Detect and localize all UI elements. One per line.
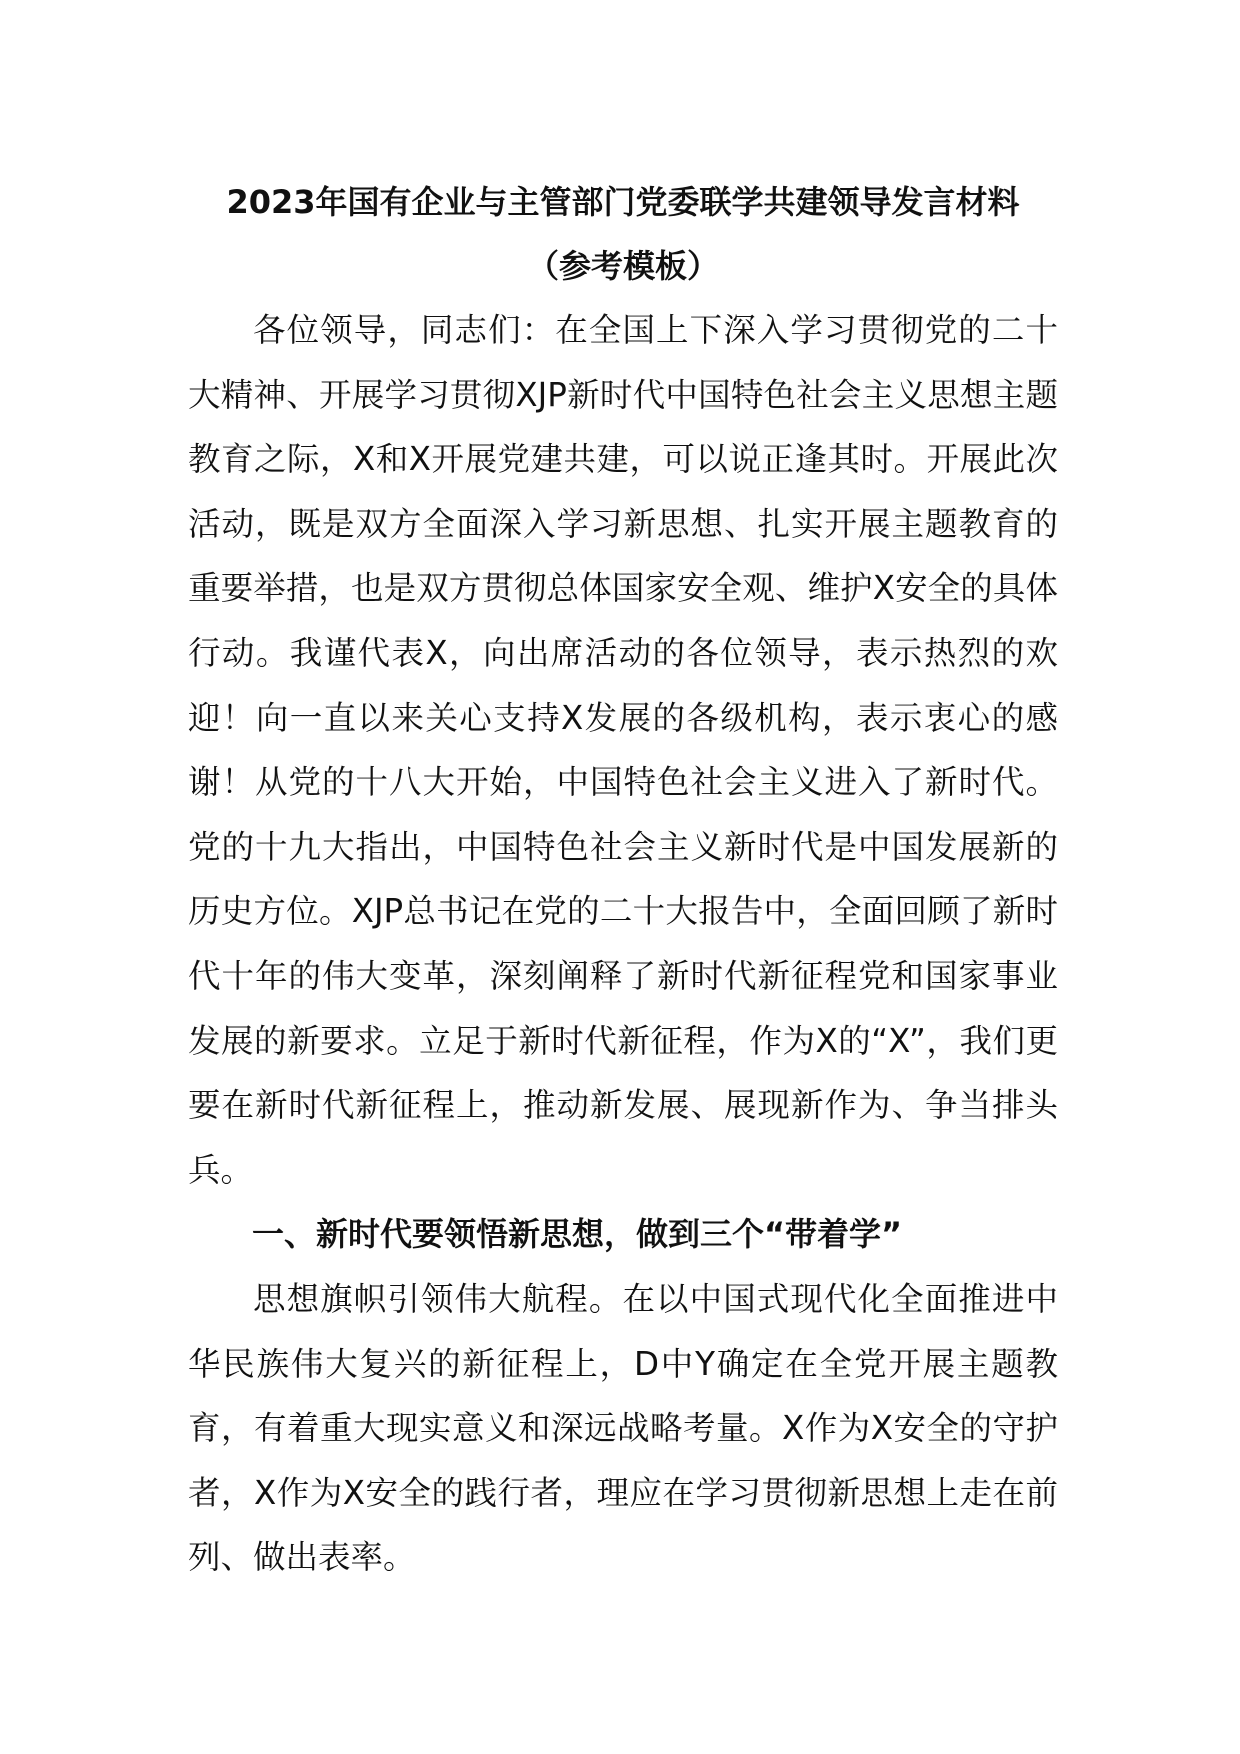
section-heading: 一、新时代要领悟新思想，做到三个“带着学” [252,1215,903,1254]
body-paragraph: 各位领导，同志们：在全国上下深入学习贯彻党的二十大精神、开展学习贯彻XJP新时代中国特色社会主义思想主题教育之际，X和X开展党建共建，可以说正逢其时。开展此次活动，既是双方全面深入学习新思想、扎实开展主题教育的重要举措，也是双方贯彻总体国家安全观、维护X安全的具体行动。我谨代表X，向出席活动的各位领导，表示热烈的欢迎！向一直以来关心支持X发展的各级机构，表示衷心的感谢！从党的十八大开始，中国特色社会主义进入了新时代。党的十九大指出，中国特色社会主义新时代是中国发展新的历史方位。XJP总书记在党的二十大报告中，全面回顾了新时代十年的伟大变革，深刻阐释了新时代新征程党和国家事业发展的新要求。立足于新时代新征程，作为X的“X”，我们更要在新时代新征程上，推动新发展、展现新作为、争当排头兵。 [188,311,1058,1189]
body-paragraph: 思想旗帜引领伟大航程。在以中国式现代化全面推进中华民族伟大复兴的新征程上，D中Y确定在全党开展主题教育，有着重大现实意义和深远战略考量。X作为X安全的守护者，X作为X安全的践行者，理应在学习贯彻新思想上走在前列、做出表率。 [188,1279,1058,1577]
document-subtitle: （参考模板） [526,247,719,285]
document-title: 2023年国有企业与主管部门党委联学共建领导发言材料 [226,183,1020,221]
document-page [188,170,1058,1590]
